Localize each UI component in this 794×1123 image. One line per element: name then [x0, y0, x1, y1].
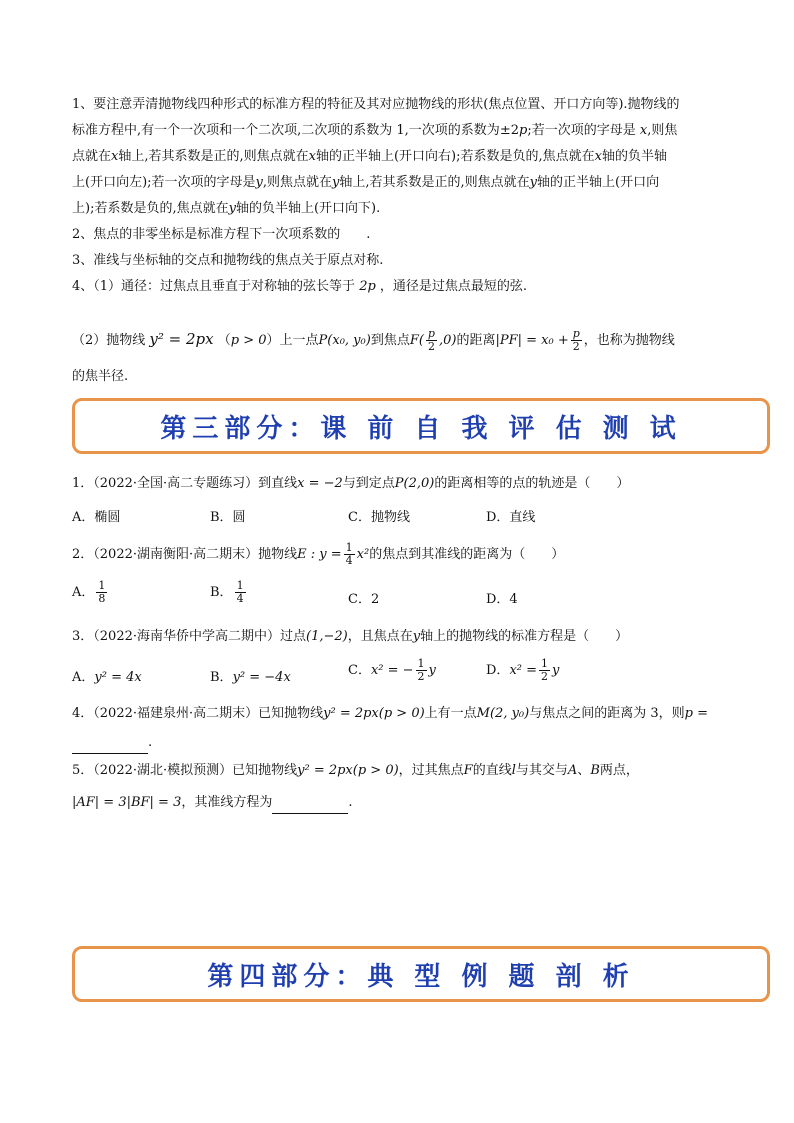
question-4-line-2: . — [72, 732, 752, 754]
fraction: $\frac{1}{2}$ — [417, 657, 425, 683]
section-banner-4 — [72, 946, 770, 1002]
note-5-line-2: 的焦半径. — [72, 369, 129, 384]
question-1-options — [72, 506, 752, 526]
option-c: C．x² = − $\frac{1}{2}$ y — [348, 657, 436, 683]
question-2-options — [72, 580, 752, 612]
fraction: $\frac{1}{8}$ — [98, 579, 106, 605]
option-d: D．x² = $\frac{1}{2}$ y — [486, 657, 560, 683]
section-title: 第四部分：典 型 例 题 剖 析 — [207, 961, 635, 992]
option-a: A． $\frac{1}{8}$ — [72, 579, 106, 605]
option-b: B． $\frac{1}{4}$ — [210, 579, 244, 605]
fraction: $\frac{1}{4}$ — [345, 541, 353, 567]
note-3: 3、准线与坐标轴的交点和抛物线的焦点关于原点对称. — [72, 253, 384, 268]
note-1-line-3: 点就在x轴上,若其系数是正的,则焦点就在x轴的正半轴上(开口向右);若系数是负的,焦点就在x轴的负半轴 — [72, 149, 667, 164]
option-a: A．椭圆 — [72, 510, 121, 525]
question-1: 1．（2022·全国·高二专题练习）到直线x = −2与到定点P(2,0)的距离相等的点的轨迹是（ ） — [72, 476, 630, 491]
note-1-line-5: 上);若系数是负的,焦点就在y轴的负半轴上(开口向下). — [72, 201, 381, 216]
answer-blank[interactable] — [72, 739, 148, 754]
option-a: A．y² = 4x — [72, 670, 142, 685]
note-1-line-4: 上(开口向左);若一次项的字母是y,则焦点就在y轴上,若其系数是正的,则焦点就在y轴的正半轴上(开口向 — [72, 175, 660, 190]
note-4: 4、（1）通径：过焦点且垂直于对称轴的弦长等于 2p ，通径是过焦点最短的弦. — [72, 279, 528, 294]
option-d: D．4 — [486, 592, 518, 607]
note-2: 2、焦点的非零坐标是标准方程下一次项系数的 . — [72, 227, 371, 242]
option-b: B．y² = −4x — [210, 670, 291, 685]
fraction: $\frac{1}{4}$ — [236, 579, 244, 605]
question-5-line-2: |AF| = 3|BF| = 3，其准线方程为 . — [72, 792, 752, 814]
note-5-line-1: （2）抛物线 y² = 2px （p > 0）上一点P(x₀, y₀)到焦点F( $\frac{p}{2}$ ,0)的距离|PF| = x₀ + $\frac{p}{2}$ ，也称为抛物线 — [72, 327, 675, 353]
answer-blank[interactable] — [272, 799, 348, 814]
note-5 — [72, 322, 732, 358]
option-c: C．抛物线 — [348, 510, 410, 525]
option-d: D．直线 — [486, 510, 536, 525]
notes-section — [72, 92, 732, 300]
question-3-options — [72, 658, 752, 690]
fraction: $\frac{1}{2}$ — [541, 657, 549, 683]
fraction: $\frac{p}{2}$ — [572, 327, 580, 353]
section-banner-3 — [72, 398, 770, 454]
section-title: 第三部分：课 前 自 我 评 估 测 试 — [160, 413, 682, 444]
question-5: 5．（2022·湖北·模拟预测）已知抛物线y² = 2px(p > 0)，过其焦点F的直线l与其交与A、B两点， — [72, 763, 639, 778]
fraction: $\frac{p}{2}$ — [427, 327, 435, 353]
note-1-line-2: 标准方程中,有一个一次项和一个二次项,二次项的系数为 1,一次项的系数为±2p;若一次项的字母是 x,则焦 — [72, 123, 678, 138]
option-c: C．2 — [348, 592, 380, 607]
question-4: 4．（2022·福建泉州·高二期末）已知抛物线y² = 2px(p > 0)上有一点M(2, y₀)与焦点之间的距离为 3，则p = — [72, 706, 708, 721]
note-1-line-1: 1、要注意弄清抛物线四种形式的标准方程的特征及其对应抛物线的形状(焦点位置、开口方向等).抛物线的 — [72, 97, 680, 112]
question-3: 3．（2022·海南华侨中学高二期中）过点(1,−2)，且焦点在y轴上的抛物线的标准方程是（ ） — [72, 629, 629, 644]
option-b: B．圆 — [210, 510, 246, 525]
question-2: 2．（2022·湖南衡阳·高二期末）抛物线E : y = $\frac{1}{4}$ x²的焦点到其准线的距离为（ ） — [72, 541, 565, 567]
